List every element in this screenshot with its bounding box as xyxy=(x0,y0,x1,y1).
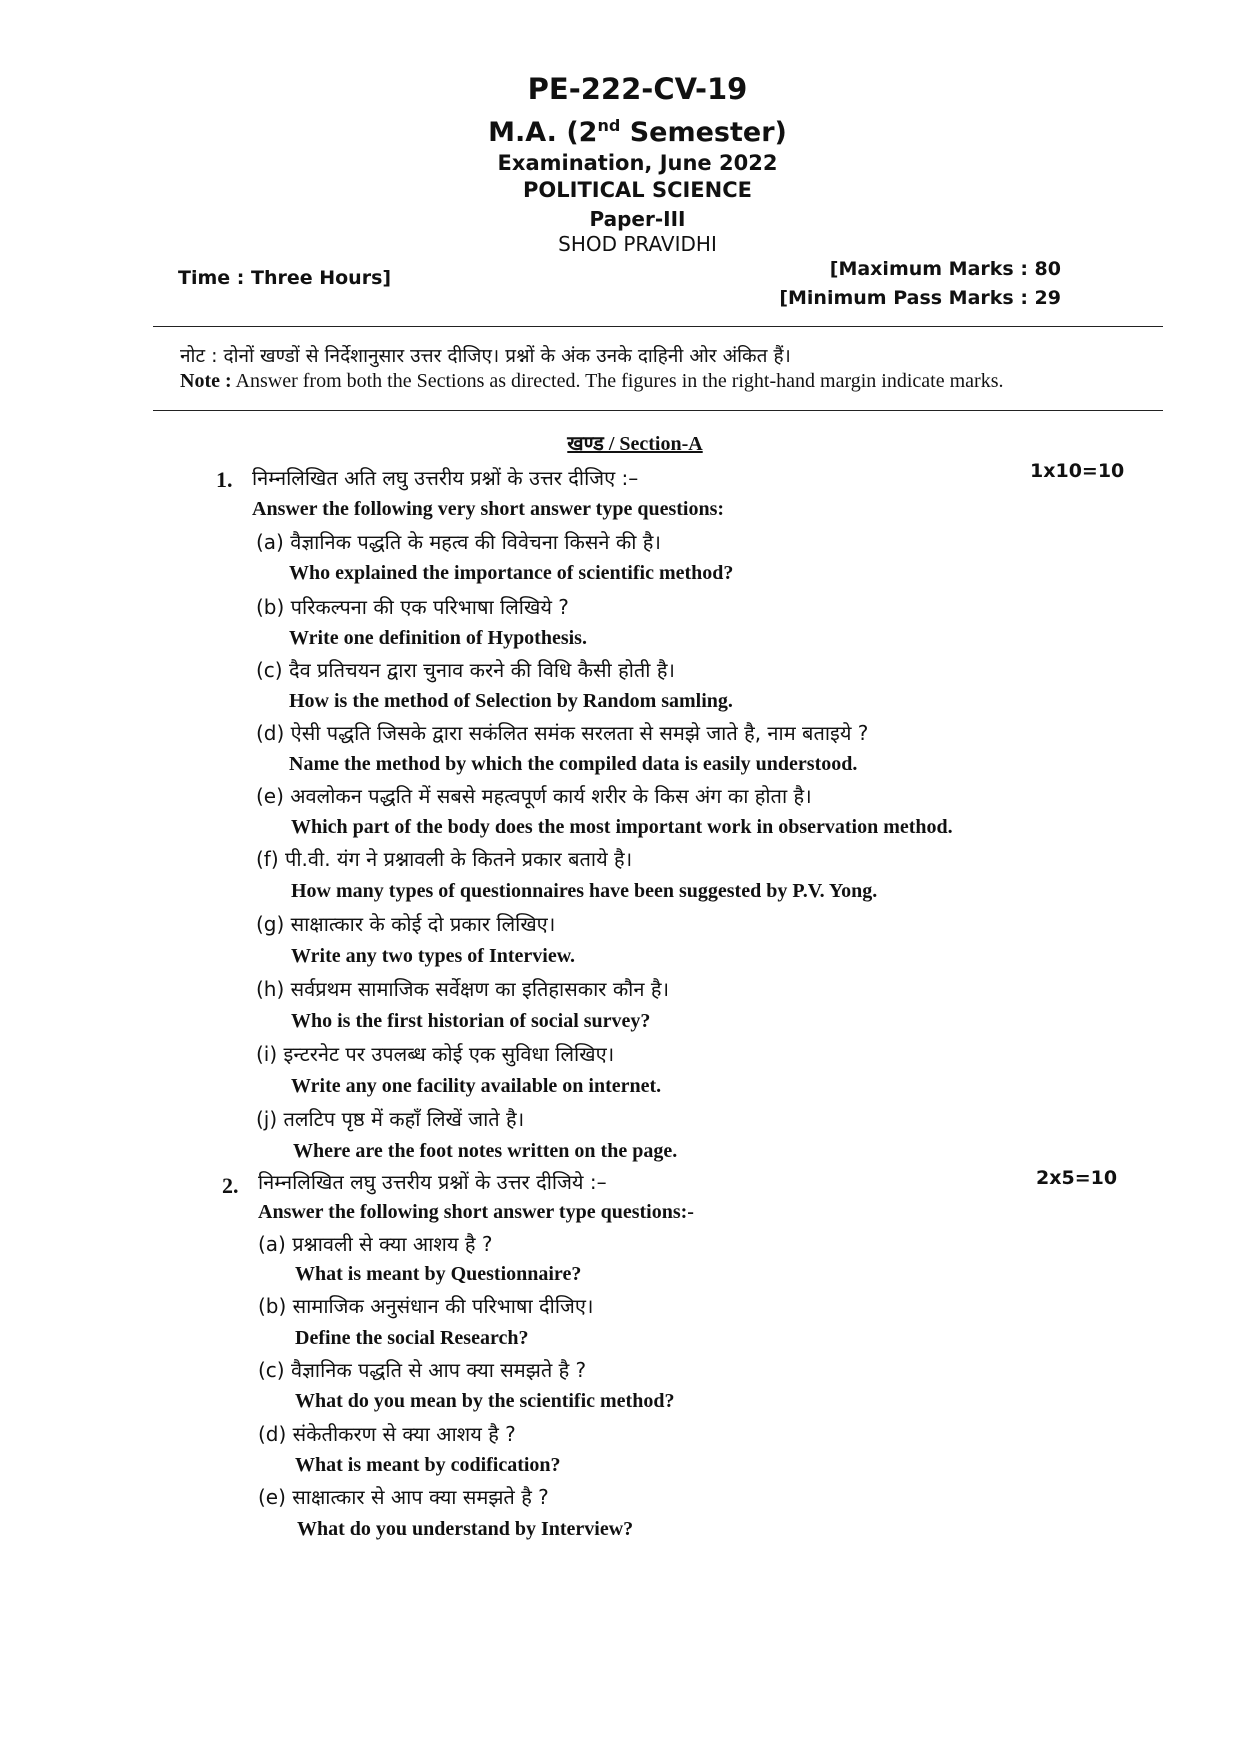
list-item-hindi: (f) पी.वी. यंग ने प्रश्नावली के कितने प्रकार बताये है। xyxy=(256,847,633,871)
list-item-english: How is the method of Selection by Random samling. xyxy=(289,690,733,712)
list-item-english: Who is the first historian of social survey? xyxy=(291,1010,651,1032)
note-english xyxy=(180,370,1004,393)
list-item-hindi: (c) वैज्ञानिक पद्धति से आप क्या समझते है ? xyxy=(258,1358,587,1382)
list-item-hindi: (a) वैज्ञानिक पद्धति के महत्व की विवेचना किसने की है। xyxy=(256,530,661,554)
paper-number: Paper-III xyxy=(589,207,686,231)
degree-prefix: M.A. (2 xyxy=(488,117,598,148)
paper-code: PE-222-CV-19 xyxy=(527,72,748,106)
list-item-hindi: (b) परिकल्पना की एक परिभाषा लिखिये ? xyxy=(256,595,569,619)
list-item-hindi: (d) संकेतीकरण से क्या आशय है ? xyxy=(258,1422,516,1446)
note-english-text: Answer from both the Sections as directed. The figures in the right-hand margin indicate marks. xyxy=(231,370,1004,392)
note-hindi xyxy=(180,342,791,368)
list-item-hindi: (i) इन्टरनेट पर उपलब्ध कोई एक सुविधा लिखिए। xyxy=(256,1042,615,1066)
exam-session: Examination, June 2022 xyxy=(497,151,778,175)
question-marks: 2x5=10 xyxy=(1036,1167,1118,1189)
note-hindi-text: : दोनों खण्डों से निर्देशानुसार उत्तर दीजिए। प्रश्नों के अंक उनके दाहिनी ओर अंकित हैं। xyxy=(205,345,791,367)
list-item-english: Which part of the body does the most important work in observation method. xyxy=(291,816,953,838)
list-item-english: Write any two types of Interview. xyxy=(291,945,576,967)
list-item-hindi: (j) तलटिप पृष्ठ में कहाँ लिखें जाते है। xyxy=(256,1107,525,1131)
question-number: 2. xyxy=(222,1173,239,1198)
list-item-english: What do you mean by the scientific method? xyxy=(295,1390,675,1412)
list-item-english: What is meant by codification? xyxy=(295,1454,561,1476)
subject-title: POLITICAL SCIENCE xyxy=(523,178,752,202)
list-item-english: What do you understand by Interview? xyxy=(297,1518,634,1540)
list-item-hindi: (h) सर्वप्रथम सामाजिक सर्वेक्षण का इतिहासकार कौन है। xyxy=(256,977,670,1001)
list-item-english: Name the method by which the compiled data is easily understood. xyxy=(289,753,858,775)
section-heading-text: खण्ड / Section-A xyxy=(567,433,703,455)
list-item-hindi: (c) दैव प्रतिचयन द्वारा चुनाव करने की विधि कैसी होती है। xyxy=(256,658,676,682)
list-item-english: Where are the foot notes written on the page. xyxy=(293,1140,678,1162)
list-item-hindi: (a) प्रश्नावली से क्या आशय है ? xyxy=(258,1232,493,1256)
question-number: 1. xyxy=(216,467,233,492)
bottom-divider xyxy=(153,410,1163,411)
list-item-english: Who explained the importance of scientific method? xyxy=(289,562,734,584)
note-hindi-label: नोट xyxy=(180,345,206,367)
minimum-pass-marks: [Minimum Pass Marks : 29 xyxy=(779,287,1061,309)
list-item-english: Define the social Research? xyxy=(295,1327,529,1349)
list-item-hindi: (b) सामाजिक अनुसंधान की परिभाषा दीजिए। xyxy=(258,1294,594,1318)
section-heading xyxy=(0,429,1241,456)
question-hindi: निम्नलिखित लघु उत्तरीय प्रश्नों के उत्तर दीजिये :– xyxy=(258,1170,607,1194)
list-item-english: How many types of questionnaires have been suggested by P.V. Yong. xyxy=(291,880,878,902)
list-item-hindi: (e) साक्षात्कार से आप क्या समझते है ? xyxy=(258,1485,549,1509)
list-item-hindi: (d) ऐसी पद्धति जिसके द्वारा सकंलित समंक सरलता से समझे जाते है, नाम बताइये ? xyxy=(256,721,869,745)
degree-title xyxy=(0,116,1241,148)
top-divider xyxy=(153,326,1163,327)
time-allowed: Time : Three Hours] xyxy=(178,267,392,289)
question-english: Answer the following very short answer type questions: xyxy=(252,498,725,520)
question-marks: 1x10=10 xyxy=(1030,460,1125,482)
degree-suffix: Semester) xyxy=(620,117,787,148)
list-item-english: What is meant by Questionnaire? xyxy=(295,1263,582,1285)
paper-title: SHOD PRAVIDHI xyxy=(558,232,717,256)
list-item-hindi: (e) अवलोकन पद्धति में सबसे महत्वपूर्ण कार्य शरीर के किस अंग का होता है। xyxy=(256,784,812,808)
degree-superscript: nd xyxy=(597,116,621,135)
question-hindi: निम्नलिखित अति लघु उत्तरीय प्रश्नों के उत्तर दीजिए :– xyxy=(252,466,639,490)
maximum-marks: [Maximum Marks : 80 xyxy=(829,258,1061,280)
list-item-english: Write one definition of Hypothesis. xyxy=(289,627,587,649)
list-item-english: Write any one facility available on internet. xyxy=(291,1075,662,1097)
question-english: Answer the following short answer type questions:- xyxy=(258,1201,694,1223)
list-item-hindi: (g) साक्षात्कार के कोई दो प्रकार लिखिए। xyxy=(256,912,556,936)
note-english-label: Note : xyxy=(180,370,232,392)
